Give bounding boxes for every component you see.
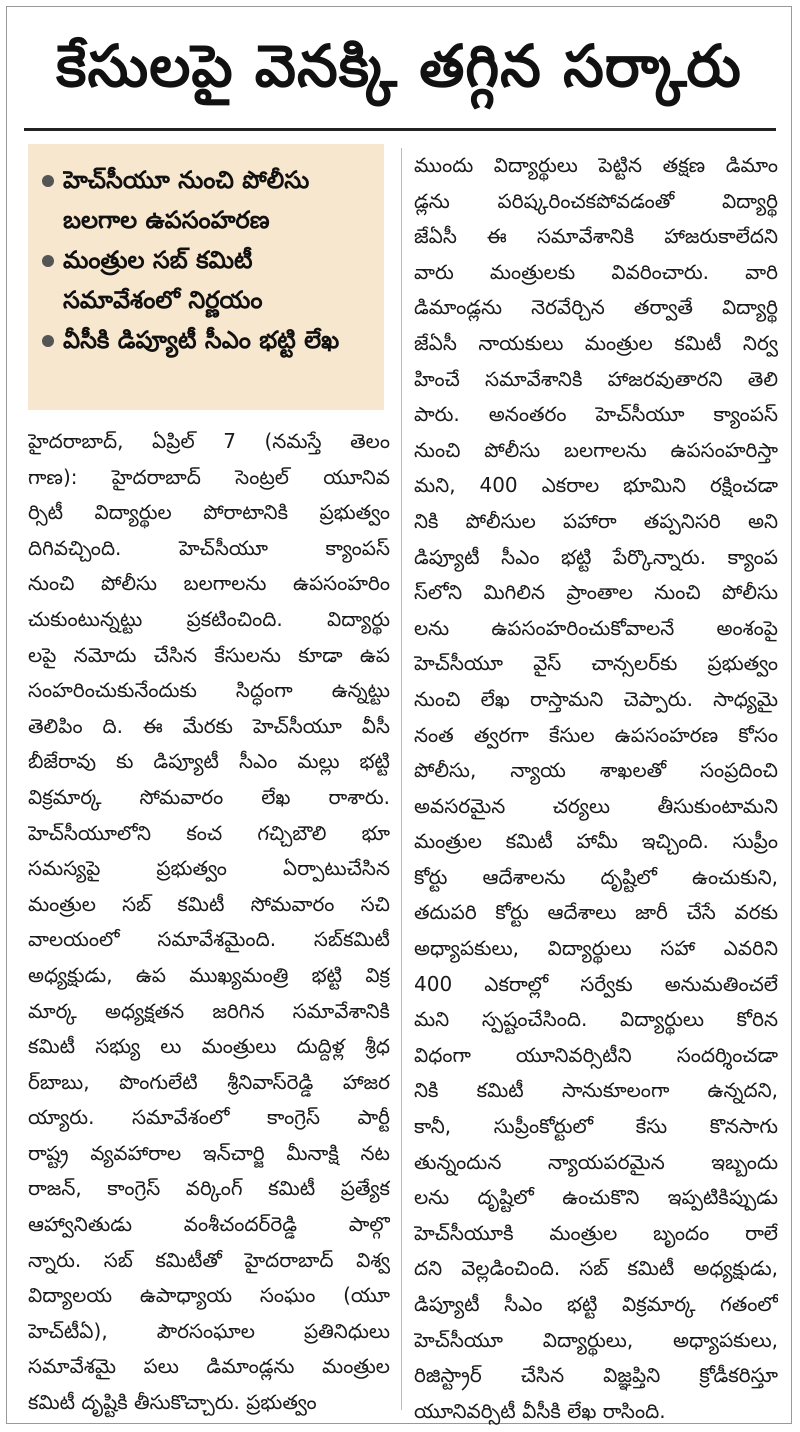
headline: కేసులపై వెనక్కి తగ్గిన సర్కారు bbox=[56, 31, 742, 100]
article-line: రిజిస్ట్రార్ చేసిన విజ్ఞప్తిని క్రోడీకరిస్తూ bbox=[414, 1363, 778, 1388]
article-line: అధ్యాపకులు, విద్యార్థులు సహా ఎవరిని bbox=[414, 936, 778, 961]
article-line: లపై నమోదు చేసిన కేసులను కూడా ఉప bbox=[28, 642, 390, 667]
article-line: సంహరించుకునేందుకు సిద్ధంగా ఉన్నట్టు bbox=[28, 678, 390, 703]
body-column-right bbox=[414, 148, 778, 1429]
article-line: డిమాండ్లను నెరవేర్చిన తర్వాతే విద్యార్థి bbox=[414, 295, 778, 320]
article-line: అధ్యక్షుడు, ఉప ముఖ్యమంత్రి భట్టి విక్ర bbox=[28, 962, 390, 987]
article-line: అవసరమైన చర్యలు తీసుకుంటామని bbox=[414, 793, 778, 818]
article-line: తదుపరి కోర్టు ఆదేశాలు జారీ చేసే వరకు bbox=[414, 900, 778, 925]
article-line: జేఏసీ ఈ సమావేశానికి హాజరుకాలేదని bbox=[414, 224, 778, 249]
article-line: తున్నందున న్యాయపరమైన ఇబ్బందు bbox=[414, 1149, 778, 1174]
highlight-line: బలగాల ఉపసంహరణ bbox=[63, 206, 270, 234]
article-line: మని, 400 ఎకరాల భూమిని రక్షించడా bbox=[414, 473, 778, 498]
article-line: హెచ్‌సీయూకి మంత్రుల బృందం రాలే bbox=[414, 1220, 778, 1245]
highlights-box bbox=[28, 144, 384, 410]
article-line: లను ఉపసంహరించుకోవాలనే అంశంపై bbox=[414, 615, 778, 640]
article-line: నంత త్వరగా కేసుల ఉపసంహరణ కోసం bbox=[414, 722, 778, 747]
article-line: ఆహ్వానితుడు వంశీచందర్‌రెడ్డి పాల్గొ bbox=[28, 1212, 390, 1237]
body-column-left bbox=[28, 424, 390, 1421]
headline-rule bbox=[24, 128, 776, 131]
article-line: కమిటీ దృష్టికి తీసుకొచ్చారు. ప్రభుత్వం bbox=[28, 1390, 317, 1415]
article-line: విక్రమార్క సోమవారం లేఖ రాశారు. bbox=[28, 784, 390, 809]
bullet-icon bbox=[42, 175, 54, 187]
article-line: దిగివచ్చింది. హెచ్‌సీయూ క్యాంపస్ bbox=[28, 535, 390, 560]
bullet-icon bbox=[42, 255, 54, 267]
article-line: గాణ): హైదరాబాద్ సెంట్రల్ యూనివ bbox=[28, 464, 390, 489]
article-line: హైదరాబాద్, ఏప్రిల్ 7 (నమస్తే తెలం bbox=[28, 429, 390, 453]
article-line: మని స్పష్టంచేసింది. విద్యార్థులు కోరిన bbox=[414, 1007, 778, 1032]
article-line: నుంచి పోలీసు బలగాలను ఉపసంహరిం bbox=[28, 571, 390, 596]
article-line: య్యారు. సమావేశంలో కాంగ్రెస్ పార్టీ bbox=[28, 1105, 390, 1130]
article-line: న్నారు. సబ్ కమిటీతో హైదరాబాద్ విశ్వ bbox=[28, 1247, 390, 1272]
article-line: వాలయంలో సమావేశమైంది. సబ్‌కమిటీ bbox=[28, 927, 390, 952]
article-line: యూనివర్సిటీ వీసీకి లేఖ రాసింది. bbox=[414, 1398, 666, 1423]
article-line: ముందు విద్యార్థులు పెట్టిన తక్షణ డిమాం bbox=[414, 153, 778, 177]
article-line: రాష్ట్ర వ్యవహారాల ఇన్‌చార్జి మీనాక్షి నట bbox=[28, 1140, 390, 1165]
article-line: కోర్టు ఆదేశాలను దృష్టిలో ఉంచుకుని, bbox=[414, 864, 778, 889]
article-line: సమావేశమై పలు డిమాండ్లను మంత్రుల bbox=[28, 1354, 390, 1379]
article-line: ర్సిటీ విద్యార్థుల పోరాటానికి ప్రభుత్వం bbox=[28, 500, 390, 525]
article-line: వారు మంత్రులకు వివరించారు. వారి bbox=[414, 259, 778, 284]
article-line: ర్‌బాబు, పొంగులేటి శ్రీనివాస్‌రెడ్డి హాజర bbox=[28, 1069, 390, 1094]
article-line: సమస్యపై ప్రభుత్వం ఏర్పాటుచేసిన bbox=[28, 856, 390, 881]
article-line: నుంచి పోలీసు బలగాలను ఉపసంహరిస్తా bbox=[414, 437, 778, 462]
article-line: పోలీసు, న్యాయ శాఖలతో సంప్రదించి bbox=[414, 758, 778, 783]
article-line: నికి కమిటీ సానుకూలంగా ఉన్నదని, bbox=[414, 1078, 778, 1103]
highlight-line: హెచ్‌సీయూ నుంచి పోలీసు bbox=[63, 166, 310, 194]
highlight-item bbox=[42, 240, 374, 320]
highlight-line: సమావేశంలో నిర్ణయం bbox=[63, 286, 263, 314]
article-line: లను దృష్టిలో ఉంచుకొని ఇప్పటికిప్పుడు bbox=[414, 1185, 778, 1210]
article-line: హించే సమావేశానికి హాజరవుతారని తెలి bbox=[414, 366, 778, 391]
article-line: హెచ్‌సీయూ విద్యార్థులు, అధ్యాపకులు, bbox=[414, 1327, 778, 1352]
highlight-item bbox=[42, 160, 374, 240]
article-line: బీజేరావు కు డిప్యూటీ సీఎం మల్లు భట్టి bbox=[28, 749, 390, 774]
highlight-line: వీసీకి డిప్యూటీ సీఎం భట్టి లేఖ bbox=[63, 326, 340, 354]
article-line: స్‌లోని మిగిలిన ప్రాంతాల నుంచి పోలీసు bbox=[414, 580, 778, 605]
article-line: జేఏసీ నాయకులు మంత్రుల కమిటీ నిర్వ bbox=[414, 330, 778, 355]
article-line: మంత్రుల కమిటీ హామీ ఇచ్చింది. సుప్రీం bbox=[414, 829, 778, 854]
article-line: రాజన్, కాంగ్రెస్ వర్కింగ్ కమిటీ ప్రత్యేక bbox=[28, 1176, 390, 1201]
article-line: హెచ్‌సీయూ వైస్ చాన్సలర్‌కు ప్రభుత్వం bbox=[414, 651, 778, 676]
article-line: చుకుంటున్నట్టు ప్రకటించింది. విద్యార్థు bbox=[28, 606, 390, 631]
bullet-icon bbox=[42, 335, 54, 347]
column-divider bbox=[401, 148, 402, 1410]
article-line: కానీ, సుప్రీంకోర్టులో కేసు కొనసాగు bbox=[414, 1114, 778, 1139]
article-line: తెలిపిం ది. ఈ మేరకు హెచ్‌సీయూ వీసీ bbox=[28, 713, 390, 738]
article-line: డిప్యూటీ సీఎం భట్టి విక్రమార్క గతంలో bbox=[414, 1292, 778, 1316]
article-line: డిప్యూటీ సీఎం భట్టి పేర్కొన్నారు. క్యాంప bbox=[414, 544, 778, 569]
article-line: నుంచి లేఖ రాస్తామని చెప్పారు. సాధ్యమై bbox=[414, 686, 778, 711]
article-line: దని వెల్లడించింది. సబ్ కమిటీ అధ్యక్షుడు, bbox=[414, 1256, 778, 1281]
article-line: మంత్రుల సబ్ కమిటీ సోమవారం సచి bbox=[28, 891, 390, 916]
article-line: పారు. అనంతరం హెచ్‌సీయూ క్యాంపస్ bbox=[414, 402, 778, 427]
article-line: కమిటీ సభ్యు లు మంత్రులు దుద్దిళ్ల శ్రీధ bbox=[28, 1034, 390, 1059]
article-line: హెచ్‌టీఏ), పౌరసంఘాల ప్రతినిధులు bbox=[28, 1318, 390, 1343]
article-line: హెచ్‌సీయూలోని కంచ గచ్చిబౌలి భూ bbox=[28, 820, 390, 845]
highlight-item bbox=[42, 320, 374, 360]
article-line: నికి పోలీసుల పహారా తప్పనిసరి అని bbox=[414, 508, 778, 533]
article-line: విద్యాలయ ఉపాధ్యాయ సంఘం (యూ bbox=[28, 1283, 390, 1308]
article-line: మార్క అధ్యక్షతన జరిగిన సమావేశానికి bbox=[28, 998, 390, 1023]
article-line: విధంగా యూనివర్సిటీని సందర్శించడా bbox=[414, 1042, 778, 1067]
article-line: డ్లను పరిష్కరించకపోవడంతో విద్యార్థి bbox=[414, 188, 778, 213]
highlight-line: మంత్రుల సబ్ కమిటీ bbox=[63, 246, 253, 274]
article-line: 400 ఎకరాల్లో సర్వేకు అనుమతించలే bbox=[414, 971, 778, 996]
